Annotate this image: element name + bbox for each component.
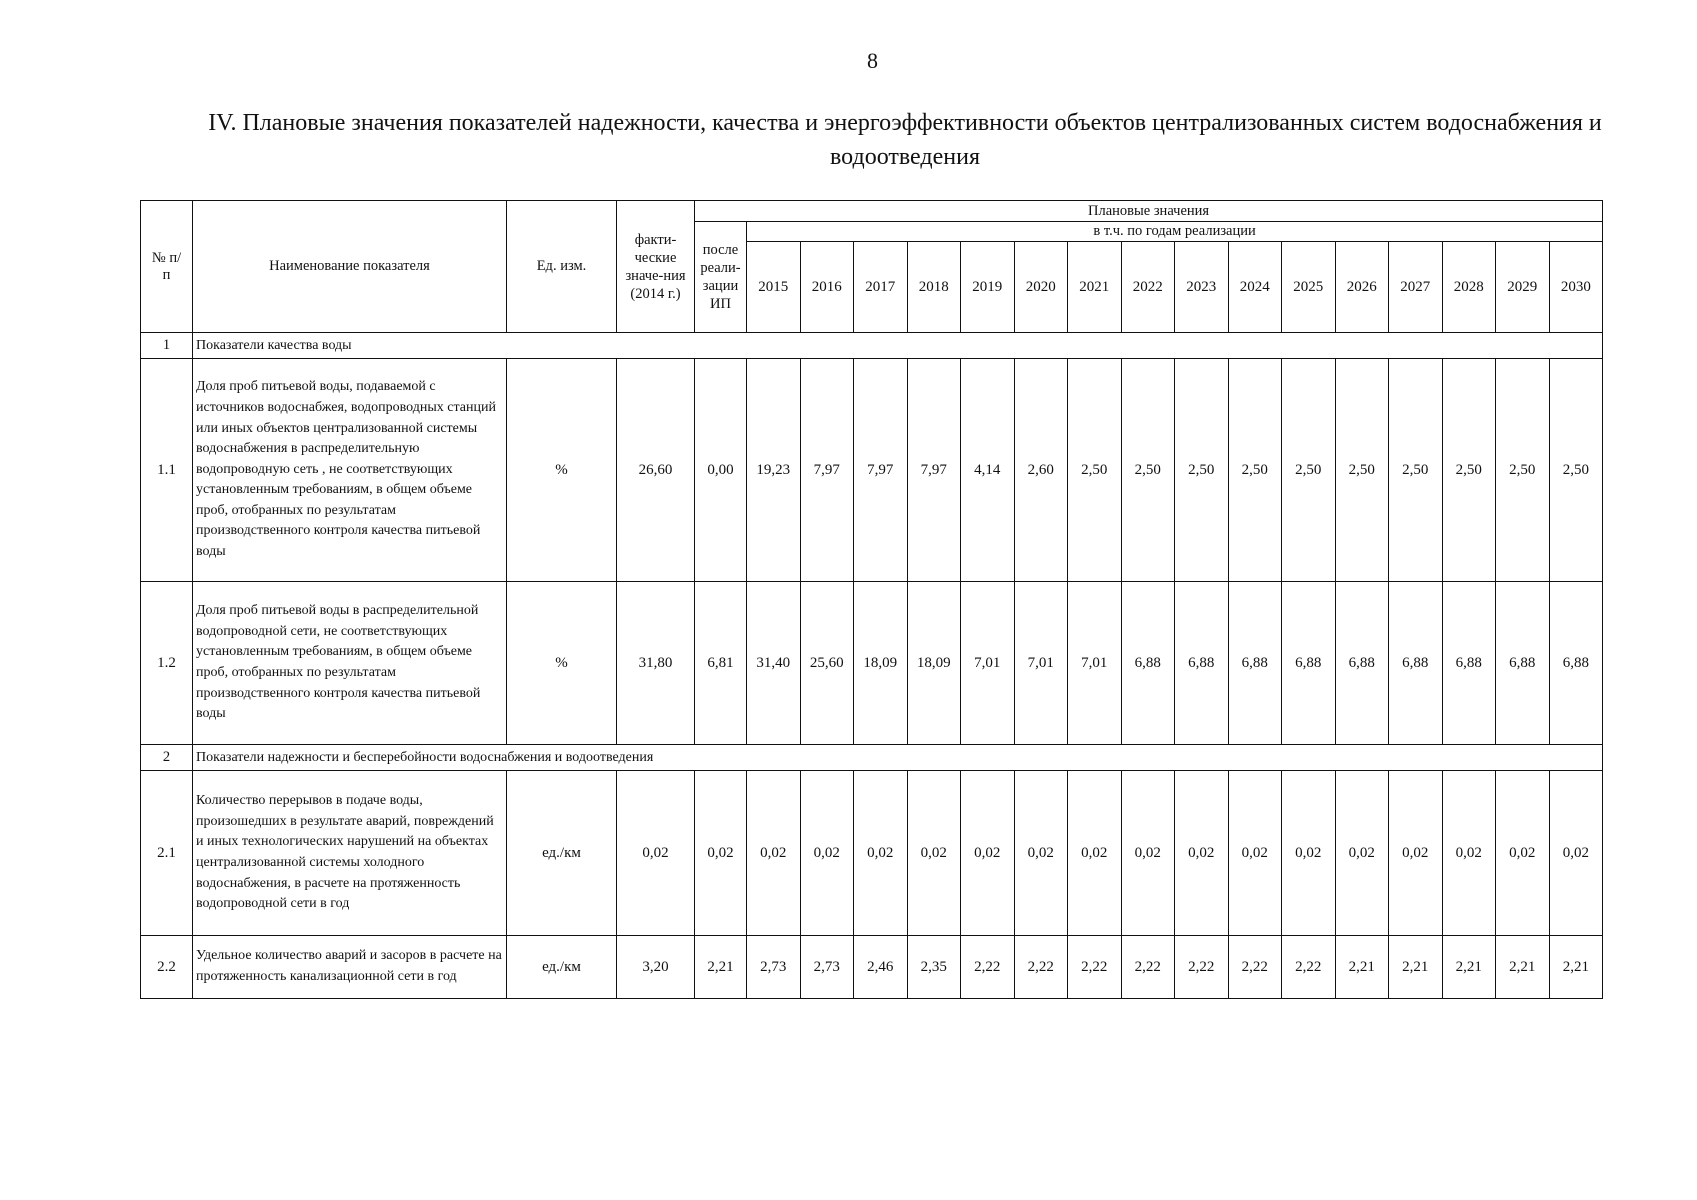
row-value-2017: 0,02 — [854, 771, 908, 936]
header-year-2030: 2030 — [1549, 242, 1603, 333]
row-value-2015: 2,73 — [747, 936, 801, 999]
row-name: Доля проб питьевой воды в распределительной водопроводной сети, не соответствующих установленным требованиям, в общем объеме проб, отобранных по результатам производственного контроля качества питьевой воды — [193, 582, 507, 745]
row-value-2026: 2,21 — [1335, 936, 1389, 999]
row-value-2024: 2,22 — [1228, 936, 1282, 999]
header-year-2017: 2017 — [854, 242, 908, 333]
row-value-2016: 0,02 — [800, 771, 854, 936]
header-year-2019: 2019 — [961, 242, 1015, 333]
row-unit: ед./км — [507, 936, 617, 999]
row-value-2027: 2,50 — [1389, 359, 1443, 582]
row-value-2019: 2,22 — [961, 936, 1015, 999]
section-row — [141, 333, 1603, 359]
row-value-2028: 6,88 — [1442, 582, 1496, 745]
row-value-2017: 18,09 — [854, 582, 908, 745]
header-row-1 — [141, 201, 1603, 222]
section-row — [141, 745, 1603, 771]
row-value-2027: 6,88 — [1389, 582, 1443, 745]
row-value-2030: 6,88 — [1549, 582, 1603, 745]
row-value-2029: 2,50 — [1496, 359, 1550, 582]
row-value-2022: 0,02 — [1121, 771, 1175, 936]
row-num: 2.1 — [141, 771, 193, 936]
row-value-2021: 0,02 — [1068, 771, 1122, 936]
row-value-2020: 7,01 — [1014, 582, 1068, 745]
header-year-2020: 2020 — [1014, 242, 1068, 333]
row-value-2024: 6,88 — [1228, 582, 1282, 745]
indicators-table — [140, 200, 1603, 999]
row-value-2029: 6,88 — [1496, 582, 1550, 745]
row-unit: % — [507, 359, 617, 582]
row-actual: 26,60 — [617, 359, 695, 582]
row-num: 1.2 — [141, 582, 193, 745]
row-value-2022: 2,50 — [1121, 359, 1175, 582]
row-value-2017: 2,46 — [854, 936, 908, 999]
row-value-2021: 2,22 — [1068, 936, 1122, 999]
row-value-2017: 7,97 — [854, 359, 908, 582]
row-value-2019: 0,02 — [961, 771, 1015, 936]
row-value-2028: 0,02 — [1442, 771, 1496, 936]
section-title: Показатели качества воды — [193, 333, 1603, 359]
row-after: 6,81 — [695, 582, 747, 745]
row-value-2023: 6,88 — [1175, 582, 1229, 745]
row-name: Удельное количество аварий и засоров в расчете на протяженность канализационной сети в год — [193, 936, 507, 999]
header-year-2021: 2021 — [1068, 242, 1122, 333]
header-year-2023: 2023 — [1175, 242, 1229, 333]
row-value-2015: 0,02 — [747, 771, 801, 936]
header-planned: Плановые значения — [695, 201, 1603, 222]
row-value-2022: 6,88 — [1121, 582, 1175, 745]
row-value-2028: 2,50 — [1442, 359, 1496, 582]
header-by-years: в т.ч. по годам реализации — [747, 222, 1603, 242]
header-name: Наименование показателя — [193, 201, 507, 333]
row-value-2018: 0,02 — [907, 771, 961, 936]
row-num: 1.1 — [141, 359, 193, 582]
row-value-2015: 31,40 — [747, 582, 801, 745]
row-value-2028: 2,21 — [1442, 936, 1496, 999]
row-value-2027: 2,21 — [1389, 936, 1443, 999]
row-actual: 0,02 — [617, 771, 695, 936]
header-unit: Ед. изм. — [507, 201, 617, 333]
row-actual: 3,20 — [617, 936, 695, 999]
header-year-2018: 2018 — [907, 242, 961, 333]
row-value-2030: 2,21 — [1549, 936, 1603, 999]
section-title: Показатели надежности и бесперебойности водоснабжения и водоотведения — [193, 745, 1603, 771]
row-value-2023: 2,22 — [1175, 936, 1229, 999]
row-after: 0,02 — [695, 771, 747, 936]
row-value-2022: 2,22 — [1121, 936, 1175, 999]
row-value-2018: 7,97 — [907, 359, 961, 582]
row-value-2019: 7,01 — [961, 582, 1015, 745]
row-actual: 31,80 — [617, 582, 695, 745]
table-row — [141, 771, 1603, 936]
header-year-2022: 2022 — [1121, 242, 1175, 333]
row-value-2020: 0,02 — [1014, 771, 1068, 936]
row-unit: ед./км — [507, 771, 617, 936]
header-year-2027: 2027 — [1389, 242, 1443, 333]
header-after: после реали-зации ИП — [695, 222, 747, 333]
header-year-2025: 2025 — [1282, 242, 1336, 333]
row-value-2018: 18,09 — [907, 582, 961, 745]
header-actual: факти-ческие значе-ния (2014 г.) — [617, 201, 695, 333]
row-value-2025: 2,50 — [1282, 359, 1336, 582]
row-value-2016: 7,97 — [800, 359, 854, 582]
table-row — [141, 936, 1603, 999]
row-name: Доля проб питьевой воды, подаваемой с источников водоснабжея, водопроводных станций или иных объектов централизованной системы водоснабжения в распределительную водопроводную сеть , не соответствующих установленным требованиям, в общем объеме проб, отобранных по результатам производственного контроля качества питьевой воды — [193, 359, 507, 582]
row-value-2029: 2,21 — [1496, 936, 1550, 999]
row-value-2030: 2,50 — [1549, 359, 1603, 582]
row-name: Количество перерывов в подаче воды, произошедших в результате аварий, повреждений и иных технологических нарушений на объектах централизованной системы холодного водоснабжения, в расчете на протяженность водопроводной сети в год — [193, 771, 507, 936]
row-value-2026: 0,02 — [1335, 771, 1389, 936]
row-value-2018: 2,35 — [907, 936, 961, 999]
row-value-2025: 0,02 — [1282, 771, 1336, 936]
row-value-2026: 6,88 — [1335, 582, 1389, 745]
row-value-2030: 0,02 — [1549, 771, 1603, 936]
row-value-2023: 2,50 — [1175, 359, 1229, 582]
document-title: IV. Плановые значения показателей надежности, качества и энергоэффективности объектов централизованных систем водоснабжения и водоотведения — [208, 110, 1602, 170]
row-value-2020: 2,60 — [1014, 359, 1068, 582]
row-value-2024: 2,50 — [1228, 359, 1282, 582]
row-after: 2,21 — [695, 936, 747, 999]
row-value-2025: 2,22 — [1282, 936, 1336, 999]
page-number: 8 — [867, 48, 878, 73]
row-value-2023: 0,02 — [1175, 771, 1229, 936]
row-value-2025: 6,88 — [1282, 582, 1336, 745]
row-value-2020: 2,22 — [1014, 936, 1068, 999]
row-unit: % — [507, 582, 617, 745]
table-row — [141, 359, 1603, 582]
header-year-2024: 2024 — [1228, 242, 1282, 333]
section-num: 1 — [141, 333, 193, 359]
row-value-2027: 0,02 — [1389, 771, 1443, 936]
row-num: 2.2 — [141, 936, 193, 999]
row-value-2016: 2,73 — [800, 936, 854, 999]
row-value-2021: 2,50 — [1068, 359, 1122, 582]
table-row — [141, 582, 1603, 745]
indicators-table-container — [140, 200, 1602, 999]
row-value-2029: 0,02 — [1496, 771, 1550, 936]
header-year-2026: 2026 — [1335, 242, 1389, 333]
row-value-2021: 7,01 — [1068, 582, 1122, 745]
row-value-2015: 19,23 — [747, 359, 801, 582]
row-value-2019: 4,14 — [961, 359, 1015, 582]
header-num: № п/п — [141, 201, 193, 333]
row-value-2024: 0,02 — [1228, 771, 1282, 936]
row-value-2026: 2,50 — [1335, 359, 1389, 582]
row-after: 0,00 — [695, 359, 747, 582]
section-num: 2 — [141, 745, 193, 771]
header-year-2029: 2029 — [1496, 242, 1550, 333]
row-value-2016: 25,60 — [800, 582, 854, 745]
header-year-2016: 2016 — [800, 242, 854, 333]
header-year-2028: 2028 — [1442, 242, 1496, 333]
header-year-2015: 2015 — [747, 242, 801, 333]
